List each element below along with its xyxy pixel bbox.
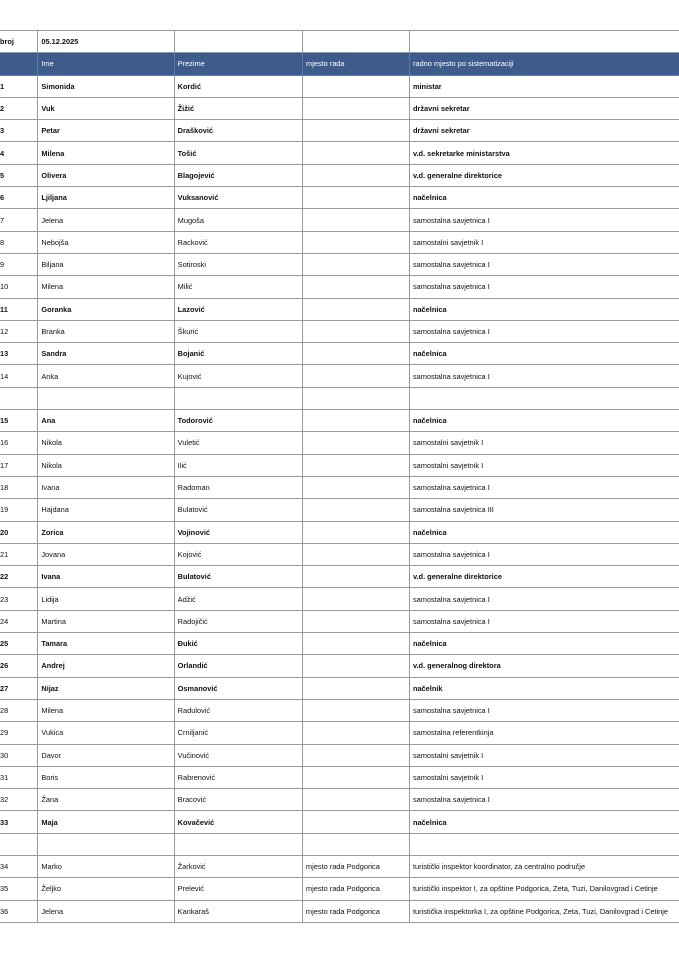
cell-prezime: Todorović [174,410,302,432]
cell-mjesto-rada [302,298,409,320]
meta-date: 05.12.2025 [38,31,174,53]
cell-prezime [174,833,302,855]
cell-radno-mjesto [409,833,679,855]
cell-ime: Nikola [38,454,174,476]
cell-ime: Ivana [38,566,174,588]
header-radno-mjesto: radno mjesto po sistematizaciji [409,53,679,75]
cell-num: 26 [0,655,38,677]
cell-ime: Nebojša [38,231,174,253]
cell-num: 29 [0,722,38,744]
cell-radno-mjesto: turistička inspektorka I, za opštine Podgorica, Zeta, Tuzi, Danilovgrad i Cetinje [409,900,679,922]
cell-ime: Olivera [38,164,174,186]
cell-radno-mjesto: državni sekretar [409,97,679,119]
cell-mjesto-rada [302,655,409,677]
cell-ime: Andrej [38,655,174,677]
cell-num: 8 [0,231,38,253]
cell-radno-mjesto: samostalna savjetnica I [409,610,679,632]
table-row [0,699,679,721]
cell-mjesto-rada [302,610,409,632]
table-row [0,722,679,744]
cell-ime: Boris [38,766,174,788]
cell-radno-mjesto: načelnik [409,677,679,699]
table-row [0,521,679,543]
cell-prezime: Bulatović [174,499,302,521]
cell-prezime: Orlandić [174,655,302,677]
cell-num: 5 [0,164,38,186]
table-row [0,298,679,320]
cell-mjesto-rada [302,588,409,610]
cell-prezime: Vojinović [174,521,302,543]
cell-prezime: Adžić [174,588,302,610]
cell-ime: Milena [38,276,174,298]
cell-mjesto-rada [302,231,409,253]
cell-num [0,387,38,409]
table-row [0,476,679,498]
cell-radno-mjesto: samostalna savjetnica I [409,588,679,610]
cell-mjesto-rada [302,789,409,811]
table-row [0,142,679,164]
cell-mjesto-rada: mjesto rada Podgorica [302,855,409,877]
cell-ime: Petar [38,120,174,142]
cell-mjesto-rada [302,566,409,588]
cell-radno-mjesto: načelnica [409,187,679,209]
cell-radno-mjesto: v.d. generalne direktorice [409,566,679,588]
cell-prezime: Tošić [174,142,302,164]
cell-mjesto-rada [302,811,409,833]
table-row [0,120,679,142]
cell-num: 21 [0,543,38,565]
cell-num: 16 [0,432,38,454]
cell-prezime: Racković [174,231,302,253]
cell-ime: Goranka [38,298,174,320]
cell-mjesto-rada [302,387,409,409]
cell-prezime: Žižić [174,97,302,119]
table-row [0,365,679,387]
table-row [0,744,679,766]
employee-table [0,30,679,923]
cell-num: 25 [0,633,38,655]
cell-prezime: Lazović [174,298,302,320]
cell-mjesto-rada [302,276,409,298]
cell-num: 6 [0,187,38,209]
table-row [0,253,679,275]
cell-mjesto-rada [302,744,409,766]
cell-radno-mjesto: samostalna savjetnica I [409,476,679,498]
cell-num: 36 [0,900,38,922]
table-row [0,209,679,231]
cell-mjesto-rada: mjesto rada Podgorica [302,878,409,900]
cell-num: 13 [0,343,38,365]
cell-mjesto-rada [302,677,409,699]
cell-num: 19 [0,499,38,521]
cell-ime: Martina [38,610,174,632]
cell-radno-mjesto: samostalni savjetnik I [409,766,679,788]
table-row [0,543,679,565]
cell-ime: Nikola [38,432,174,454]
cell-ime: Jelena [38,209,174,231]
cell-radno-mjesto: samostalna savjetnica I [409,699,679,721]
meta-empty-cell [409,31,679,53]
cell-mjesto-rada [302,633,409,655]
table-row [0,610,679,632]
cell-mjesto-rada [302,120,409,142]
meta-empty-cell [302,31,409,53]
cell-prezime: Osmanović [174,677,302,699]
cell-mjesto-rada [302,97,409,119]
cell-radno-mjesto: načelnica [409,343,679,365]
cell-num: 2 [0,97,38,119]
cell-ime: Marko [38,855,174,877]
cell-mjesto-rada [302,722,409,744]
cell-radno-mjesto: državni sekretar [409,120,679,142]
table-row [0,499,679,521]
cell-num: 35 [0,878,38,900]
cell-num: 14 [0,365,38,387]
cell-num: 32 [0,789,38,811]
cell-prezime: Radulović [174,699,302,721]
header-prezime: Prezime [174,53,302,75]
cell-mjesto-rada [302,833,409,855]
cell-radno-mjesto: turistički inspektor koordinator, za centralno područje [409,855,679,877]
cell-prezime: Vučinović [174,744,302,766]
cell-prezime: Prelević [174,878,302,900]
cell-prezime: Milić [174,276,302,298]
cell-num: 15 [0,410,38,432]
cell-num: 24 [0,610,38,632]
cell-mjesto-rada [302,365,409,387]
cell-mjesto-rada [302,766,409,788]
cell-prezime: Vuksanović [174,187,302,209]
cell-prezime: Radoman [174,476,302,498]
cell-radno-mjesto: samostalna savjetnica III [409,499,679,521]
cell-mjesto-rada [302,432,409,454]
cell-prezime: Crniljanić [174,722,302,744]
cell-ime: Žana [38,789,174,811]
cell-ime: Simonida [38,75,174,97]
cell-mjesto-rada [302,454,409,476]
cell-num: 17 [0,454,38,476]
cell-mjesto-rada [302,476,409,498]
cell-ime: Nijaz [38,677,174,699]
cell-num: 33 [0,811,38,833]
cell-prezime: Kovačević [174,811,302,833]
table-row [0,320,679,342]
table-row [0,588,679,610]
table-row [0,855,679,877]
cell-ime: Vuk [38,97,174,119]
cell-num: 20 [0,521,38,543]
table-row [0,410,679,432]
cell-mjesto-rada [302,75,409,97]
table-row [0,231,679,253]
cell-num: 3 [0,120,38,142]
table-row [0,75,679,97]
cell-ime: Željko [38,878,174,900]
cell-prezime [174,387,302,409]
cell-radno-mjesto: samostalna savjetnica I [409,543,679,565]
table-row [0,187,679,209]
cell-num: 1 [0,75,38,97]
cell-radno-mjesto [409,387,679,409]
cell-mjesto-rada [302,320,409,342]
cell-ime: Biljana [38,253,174,275]
cell-ime: Milena [38,699,174,721]
table-row [0,387,679,409]
cell-radno-mjesto: načelnica [409,811,679,833]
table-row [0,878,679,900]
cell-num: 22 [0,566,38,588]
table-row [0,833,679,855]
cell-ime: Davor [38,744,174,766]
cell-mjesto-rada [302,187,409,209]
cell-ime: Anka [38,365,174,387]
cell-prezime: Ilić [174,454,302,476]
cell-num: 28 [0,699,38,721]
cell-radno-mjesto: načelnica [409,298,679,320]
cell-num: 27 [0,677,38,699]
cell-radno-mjesto: samostalna savjetnica I [409,320,679,342]
cell-radno-mjesto: v.d. generalne direktorice [409,164,679,186]
cell-num: 34 [0,855,38,877]
cell-radno-mjesto: samostalna savjetnica I [409,276,679,298]
table-row [0,164,679,186]
cell-num: 4 [0,142,38,164]
cell-ime: Tamara [38,633,174,655]
cell-num: 23 [0,588,38,610]
cell-ime: Maja [38,811,174,833]
cell-radno-mjesto: samostalna savjetnica I [409,789,679,811]
cell-num: 7 [0,209,38,231]
cell-prezime: Sotiroski [174,253,302,275]
cell-radno-mjesto: samostalni savjetnik I [409,454,679,476]
cell-num: 31 [0,766,38,788]
cell-prezime: Kankaraš [174,900,302,922]
cell-prezime: Kojović [174,543,302,565]
cell-radno-mjesto: v.d. sekretarke ministarstva [409,142,679,164]
cell-prezime: Đukić [174,633,302,655]
cell-num: 9 [0,253,38,275]
cell-radno-mjesto: načelnica [409,521,679,543]
table-row [0,766,679,788]
cell-radno-mjesto: načelnica [409,410,679,432]
cell-ime: Hajdana [38,499,174,521]
cell-radno-mjesto: samostalna savjetnica I [409,253,679,275]
cell-ime [38,833,174,855]
cell-prezime: Blagojević [174,164,302,186]
cell-prezime: Radojičić [174,610,302,632]
table-row [0,97,679,119]
cell-ime: Ivana [38,476,174,498]
cell-radno-mjesto: samostalna referentkinja [409,722,679,744]
table-row [0,343,679,365]
table-row [0,900,679,922]
cell-ime: Milena [38,142,174,164]
meta-label: broj [0,31,38,53]
table-row [0,276,679,298]
cell-ime: Lidija [38,588,174,610]
cell-radno-mjesto: samostalna savjetnica I [409,365,679,387]
cell-prezime: Vuletić [174,432,302,454]
cell-mjesto-rada [302,543,409,565]
cell-prezime: Žarković [174,855,302,877]
cell-ime: Branka [38,320,174,342]
cell-radno-mjesto: samostalni savjetnik I [409,432,679,454]
cell-mjesto-rada [302,164,409,186]
cell-prezime: Bracović [174,789,302,811]
cell-ime: Jovana [38,543,174,565]
cell-ime [38,387,174,409]
cell-mjesto-rada [302,410,409,432]
cell-num: 11 [0,298,38,320]
header-mjesto-rada: mjesto rada [302,53,409,75]
meta-empty-cell [174,31,302,53]
cell-radno-mjesto: samostalna savjetnica I [409,209,679,231]
cell-mjesto-rada [302,343,409,365]
cell-radno-mjesto: turistički inspektor I, za opštine Podgorica, Zeta, Tuzi, Danilovgrad i Cetinje [409,878,679,900]
table-row [0,633,679,655]
header-ime: Ime [38,53,174,75]
table-row [0,566,679,588]
cell-mjesto-rada [302,521,409,543]
cell-radno-mjesto: samostalni savjetnik I [409,231,679,253]
cell-mjesto-rada [302,209,409,231]
cell-num [0,833,38,855]
cell-prezime: Mugoša [174,209,302,231]
header-num-cell [0,53,38,75]
cell-radno-mjesto: ministar [409,75,679,97]
cell-radno-mjesto: v.d. generalnog direktora [409,655,679,677]
cell-num: 30 [0,744,38,766]
table-row [0,432,679,454]
cell-radno-mjesto: načelnica [409,633,679,655]
cell-ime: Zorica [38,521,174,543]
cell-mjesto-rada [302,699,409,721]
cell-ime: Vukica [38,722,174,744]
table-row [0,811,679,833]
spreadsheet [0,30,679,923]
cell-ime: Jelena [38,900,174,922]
cell-num: 10 [0,276,38,298]
cell-num: 18 [0,476,38,498]
cell-prezime: Rabrenović [174,766,302,788]
meta-row [0,31,679,53]
header-row [0,53,679,75]
cell-prezime: Kujović [174,365,302,387]
cell-ime: Sandra [38,343,174,365]
cell-mjesto-rada: mjesto rada Podgorica [302,900,409,922]
cell-ime: Ana [38,410,174,432]
cell-prezime: Bojanić [174,343,302,365]
cell-prezime: Kordić [174,75,302,97]
cell-prezime: Škurić [174,320,302,342]
table-row [0,655,679,677]
cell-mjesto-rada [302,142,409,164]
cell-prezime: Drašković [174,120,302,142]
cell-prezime: Bulatović [174,566,302,588]
cell-mjesto-rada [302,499,409,521]
cell-mjesto-rada [302,253,409,275]
table-row [0,789,679,811]
table-row [0,677,679,699]
table-row [0,454,679,476]
cell-ime: Ljiljana [38,187,174,209]
cell-radno-mjesto: samostalni savjetnik I [409,744,679,766]
cell-num: 12 [0,320,38,342]
